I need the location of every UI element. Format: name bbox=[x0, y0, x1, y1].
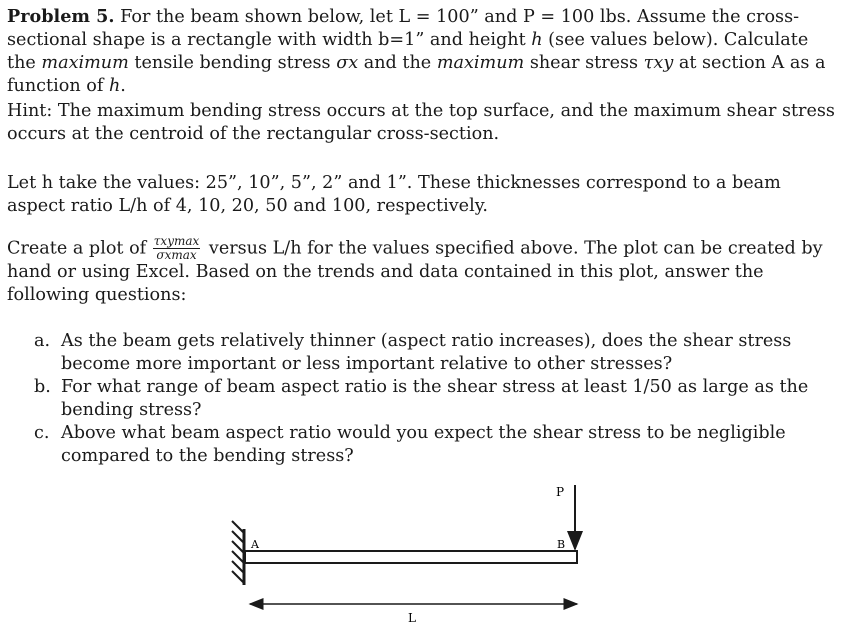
tau-xy-symbol: τxy bbox=[643, 53, 674, 73]
h-symbol: h bbox=[531, 30, 543, 50]
plot-pre-text: Create a plot of bbox=[7, 238, 147, 259]
h-symbol-2: h bbox=[108, 76, 121, 96]
intro-text-2: (see values below). Calculate the bbox=[7, 30, 809, 73]
intro-text-7: . bbox=[120, 76, 126, 96]
maximum-emphasis-1: maximum bbox=[41, 53, 129, 73]
intro-text-5: shear stress bbox=[524, 53, 644, 73]
load-label: P bbox=[556, 485, 565, 499]
plot-post-text: versus L/h for the values specified above. The plot can be created by hand or using Excel. Based on the trends and data contained in this plot, answer the following questions: bbox=[7, 238, 823, 305]
sigma-x-symbol: σx bbox=[336, 53, 359, 73]
fraction-denominator: σxmax bbox=[156, 248, 197, 262]
hint-text: Hint: The maximum bending stress occurs at the top surface, and the maximum shear stress occurs at the centroid of the rectangular cross-section. bbox=[7, 101, 835, 144]
beam bbox=[245, 551, 577, 563]
question-text: As the beam gets relatively thinner (aspect ratio increases), does the shear stress become more important or less important relative to other stresses? bbox=[61, 331, 792, 374]
question-marker: a. bbox=[34, 331, 51, 351]
intro-text-6: at section A as a function of bbox=[7, 53, 826, 96]
values-text: Let h take the values: 25”, 10”, 5”, 2” and 1”. These thicknesses correspond to a beam aspect ratio L/h of 4, 10, 20, 50 and 100, respectively. bbox=[7, 173, 781, 216]
length-label: L bbox=[408, 611, 416, 625]
intro-text-4: and the bbox=[358, 53, 437, 73]
maximum-emphasis-2: maximum bbox=[436, 53, 525, 73]
question-text: Above what beam aspect ratio would you expect the shear stress to be negligible compared to the bending stress? bbox=[61, 423, 786, 466]
problem-label: Problem 5. bbox=[7, 6, 115, 27]
section-a-label: A bbox=[251, 538, 259, 551]
question-marker: b. bbox=[34, 377, 51, 397]
question-text: For what range of beam aspect ratio is the shear stress at least 1/50 as large as the bending stress? bbox=[61, 377, 809, 420]
point-b-label: B bbox=[557, 538, 566, 551]
intro-text-3: tensile bending stress bbox=[128, 53, 337, 73]
intro-text-1: For the beam shown below, let L = 100” and P = 100 lbs. Assume the cross-sectional shape is a rectangle with width b=1” and height bbox=[7, 7, 800, 50]
question-marker: c. bbox=[34, 423, 50, 443]
fraction-numerator: τxymax bbox=[153, 234, 200, 248]
fixed-support bbox=[232, 521, 244, 585]
